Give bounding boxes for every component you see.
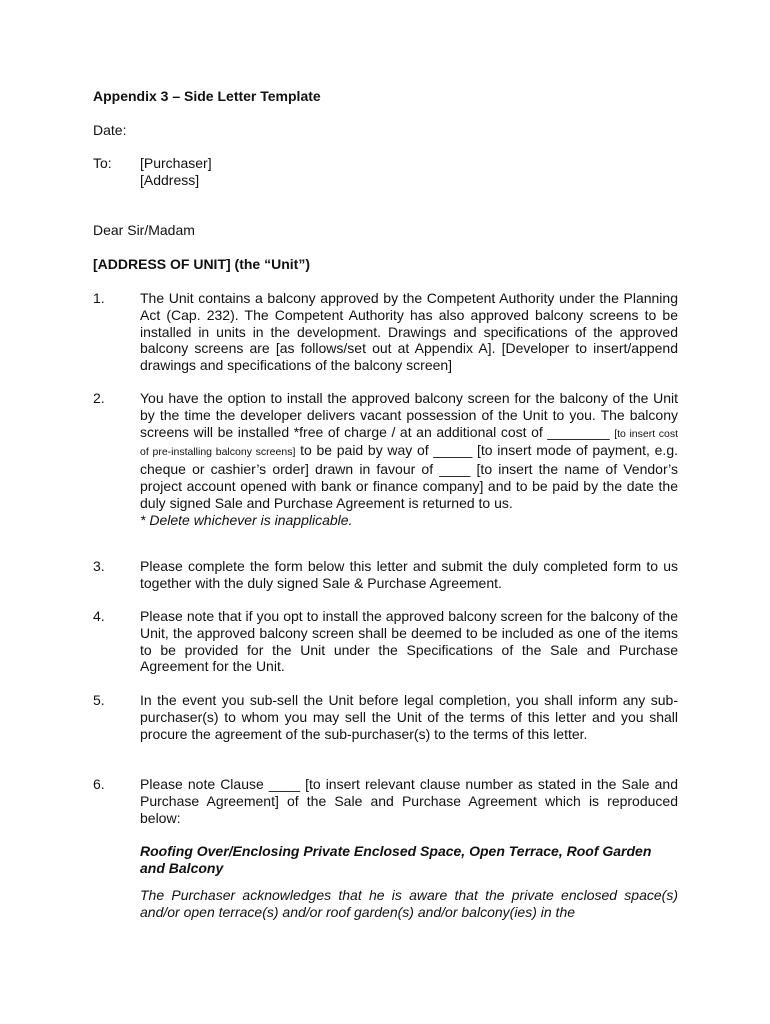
cost-placeholder-note: [to insert cost of pre-installing balcony screens]: [140, 427, 678, 459]
paragraph-text-part-a: You have the option to install the approved balcony screen for the balcony of the Unit by the time the developer delivers vacant possession of the Unit to you. The balcony screens will be installed *free of charge / at an additional cost of ________: [140, 390, 678, 440]
paragraph-number: 3.: [93, 558, 105, 574]
date-label: Date:: [93, 122, 127, 138]
delete-note: * Delete whichever is inapplicable.: [140, 511, 353, 528]
paragraph-number: 4.: [93, 608, 105, 624]
paragraph-number: 6.: [93, 776, 105, 792]
paragraph-text: The Unit contains a balcony approved by the Competent Authority under the Planning Act (Cap. 232). The Competent Authority has also approved balcony screens to be installed in units in the development. Drawings and specifications of the approved balcony screens are [as follows/set out at Appendix A]. [Developer to insert/append drawings and specifications of the balcony screen]: [140, 290, 678, 374]
paragraph-number: 5.: [93, 692, 105, 708]
clause-text: The Purchaser acknowledges that he is aware that the private enclosed space(s) and/or open terrace(s) and/or roof garden(s) and/or balcony(ies) in the: [140, 887, 678, 920]
paragraph-text: In the event you sub-sell the Unit before legal completion, you shall inform any sub-purchaser(s) to whom you may sell the Unit of the terms of this letter and you shall procure the agreement of the sub-purchaser(s) to the terms of this letter.: [140, 692, 678, 742]
page-title: Appendix 3 – Side Letter Template: [93, 88, 321, 104]
paragraph-number: 1.: [93, 290, 105, 306]
address-placeholder: [Address]: [140, 172, 200, 188]
paragraph-text: Please note that if you opt to install the approved balcony screen for the balcony of the Unit, the approved balcony screen shall be deemed to be included as one of the items to be provided for the Unit under the Specifications of the Sale and Purchase Agreement for the Unit.: [140, 608, 678, 675]
subject-line: [ADDRESS OF UNIT] (the “Unit”): [93, 256, 310, 272]
paragraph-text: [140, 390, 678, 528]
clause-heading: Roofing Over/Enclosing Private Enclosed Space, Open Terrace, Roof Garden and Balcony: [140, 843, 652, 876]
paragraph-text-part-b: to be paid by way of _____ [to insert mode of payment, e.g. cheque or cashier’s order] drawn in favour of ____ [to insert the name of Vendor’s project account opened with bank or finance company] and to be paid by the date the duly signed Sale and Purchase Agreement is returned to us.: [140, 442, 678, 511]
purchaser-placeholder: [Purchaser]: [140, 155, 212, 171]
paragraph-text: Please complete the form below this letter and submit the duly completed form to us together with the duly signed Sale & Purchase Agreement.: [140, 558, 678, 591]
to-label: To:: [93, 155, 112, 171]
paragraph-text: Please note Clause ____ [to insert relevant clause number as stated in the Sale and Purchase Agreement] of the Sale and Purchase Agreement which is reproduced below:: [140, 776, 678, 826]
recipient-block: [140, 155, 212, 189]
salutation: Dear Sir/Madam: [93, 222, 195, 238]
paragraph-number: 2.: [93, 390, 105, 406]
